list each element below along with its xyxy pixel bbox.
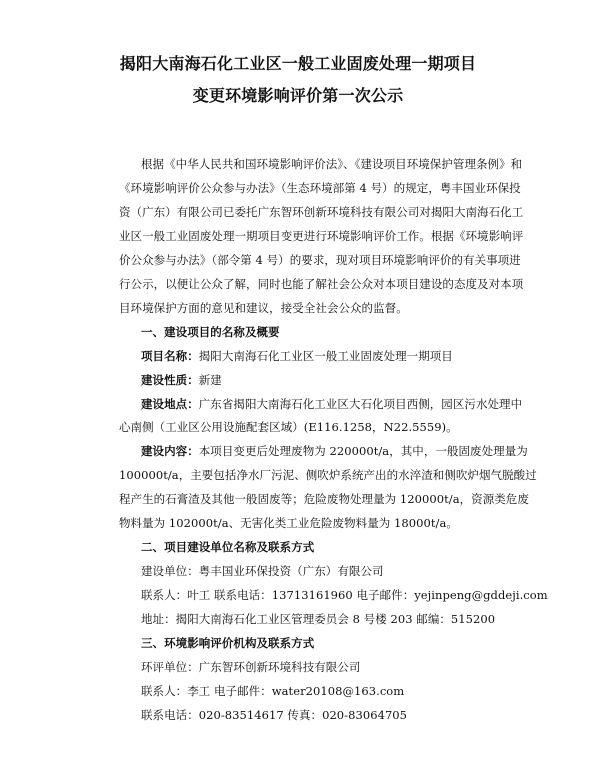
- section-2-heading: 二、项目建设单位名称及联系方式: [141, 540, 315, 554]
- intro-line: 价公众参与办法》（部令第 4 号）的要求，现对项目环境影响评价的有关事项进: [119, 253, 521, 267]
- project-location-line-2: 心南侧（工业区公用设施配套区域）(E116.1258，N22.5559)。: [119, 420, 458, 434]
- intro-line: 目环境保护方面的意见和建议，接受全社会公众的监督。: [119, 301, 408, 315]
- intro-line: 根据《中华人民共和国环境影响评价法》、《建设项目环境保护管理条例》和: [141, 157, 523, 171]
- project-content-line-2: 100000t/a，主要包括净水厂污泥、侧吹炉系统产出的水淬渣和侧吹炉烟气脱酸过: [119, 468, 537, 482]
- project-content-label: 建设内容：: [141, 444, 199, 458]
- eia-contact: 联系人：李工 电子邮件：water20108@163.com: [141, 684, 405, 698]
- intro-line: 《环境影响评价公众参与办法》（生态环境部第 4 号）的规定，粤丰国业环保投: [119, 181, 521, 195]
- project-nature-row: [141, 372, 222, 388]
- intro-line: 业区一般工业固废处理一期项目变更进行环境影响评价工作。根据《环境影响评: [119, 229, 524, 243]
- project-content-line-4: 物料量为 102000t/a、无害化类工业危险废物料量为 18000t/a。: [119, 516, 458, 530]
- construction-address: 地址：揭阳大南海石化工业区管理委员会 8 号楼 203 邮编：515200: [141, 612, 496, 626]
- project-content-row: [141, 443, 528, 459]
- project-name-value: 揭阳大南海石化工业区一般工业固废处理一期项目: [198, 349, 453, 363]
- construction-unit: 建设单位：粤丰国业环保投资（广东）有限公司: [141, 564, 384, 578]
- intro-line: 资（广东）有限公司已委托广东智环创新环境科技有限公司对揭阳大南海石化工: [119, 205, 524, 219]
- construction-contact: 联系人：叶工 联系电话：13713161960 电子邮件：yejinpeng@gddeji.com: [141, 588, 548, 602]
- project-name-row: [141, 348, 453, 364]
- title-line-1: 揭阳大南海石化工业区一般工业固废处理一期项目: [119, 54, 477, 73]
- project-name-label: 项目名称：: [141, 349, 199, 363]
- eia-unit: 环评单位：广东智环创新环境科技有限公司: [141, 660, 361, 674]
- project-location-value: 广东省揭阳大南海石化工业区大石化项目西侧，园区污水处理中: [198, 397, 523, 411]
- section-1-heading: 一、建设项目的名称及概要: [141, 325, 280, 339]
- project-nature-label: 建设性质：: [141, 373, 199, 387]
- project-location-row: [141, 396, 522, 412]
- project-content-value: 本项目变更后处理废物为 220000t/a，其中，一般固废处理量为: [198, 444, 528, 458]
- project-location-label: 建设地点：: [141, 397, 199, 411]
- intro-line: 行公示，以便让公众了解，同时也能了解社会公众对本项目建设的态度及对本项: [119, 277, 524, 291]
- section-3-heading: 三、环境影响评价机构及联系方式: [141, 636, 315, 650]
- project-nature-value: 新建: [198, 373, 222, 387]
- project-content-line-3: 程产生的石膏渣及其他一般固废等；危险废物处理量为 120000t/a，资源类危废: [119, 492, 529, 506]
- title-line-2: 变更环境影响评价第一次公示: [192, 86, 404, 105]
- eia-phone: 联系电话：020-83514617 传真：020-83064705: [141, 708, 408, 722]
